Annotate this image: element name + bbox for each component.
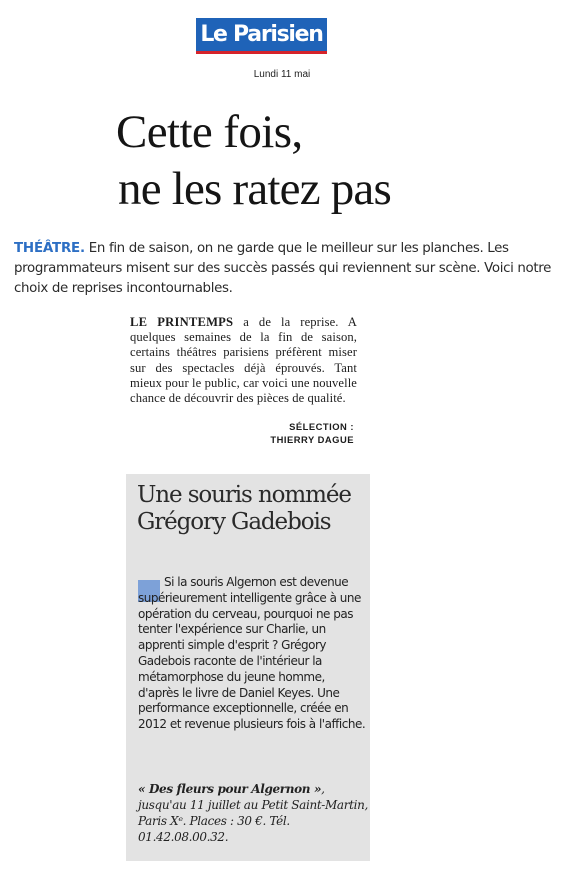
selection-author: THIERRY DAGUE — [270, 434, 354, 445]
article-body-text: Si la souris Algernon est devenue supérieurement intelligente grâce à une opération du cerveau, pourquoi ne pas tenter l'expérience sur Charlie, un apprenti simple d'esprit ? Grégory Gadebois raconte de l'intérieur la métamorphose du jeune homme, d'après le livre de Daniel Keyes. Une performance exceptionnelle, créée en 2012 et revenue plusieurs fois à l'affiche. — [138, 575, 366, 732]
show-info — [138, 781, 370, 845]
page-headline — [113, 104, 533, 218]
headline-line-2: ne les ratez pas — [118, 163, 391, 215]
lead-text: En fin de saison, on ne garde que le meilleur sur les planches. Les programmateurs misent sur des succès passés qui reviennent sur scène. Voici notre choix de reprises incontournables. — [14, 241, 552, 296]
issue-date: Lundi 11 mai — [253, 69, 311, 80]
article-title: Une souris nommée Grégory Gadebois — [137, 482, 351, 535]
le-parisien-logo — [196, 18, 327, 54]
section-kicker: THÉÂTRE. — [14, 241, 85, 256]
intro-paragraph — [130, 315, 357, 406]
show-title: « Des fleurs pour Algernon » — [138, 782, 322, 796]
lead-paragraph — [14, 239, 554, 299]
intro-text: a de la reprise. A quelques semaines de la fin de saison, certains théâtres parisiens préfèrent miser sur des spectacles déjà éprouvés. Tant mieux pour le public, car voici une nouvelle chance de découvrir des pièces de qualité. — [130, 315, 357, 406]
logo-text: Le Parisien — [200, 22, 323, 47]
article-body — [138, 575, 368, 733]
selection-credit — [230, 420, 354, 446]
article-box — [126, 474, 370, 861]
selection-label: SÉLECTION : — [289, 421, 354, 432]
show-details: , jusqu'au 11 juillet au Petit Saint-Martin, Paris Xᵉ. Places : 30 €. Tél. 01.42.08.00.32. — [138, 782, 368, 844]
intro-lead: LE PRINTEMPS — [130, 315, 234, 329]
headline-line-1: Cette fois, — [116, 106, 303, 158]
